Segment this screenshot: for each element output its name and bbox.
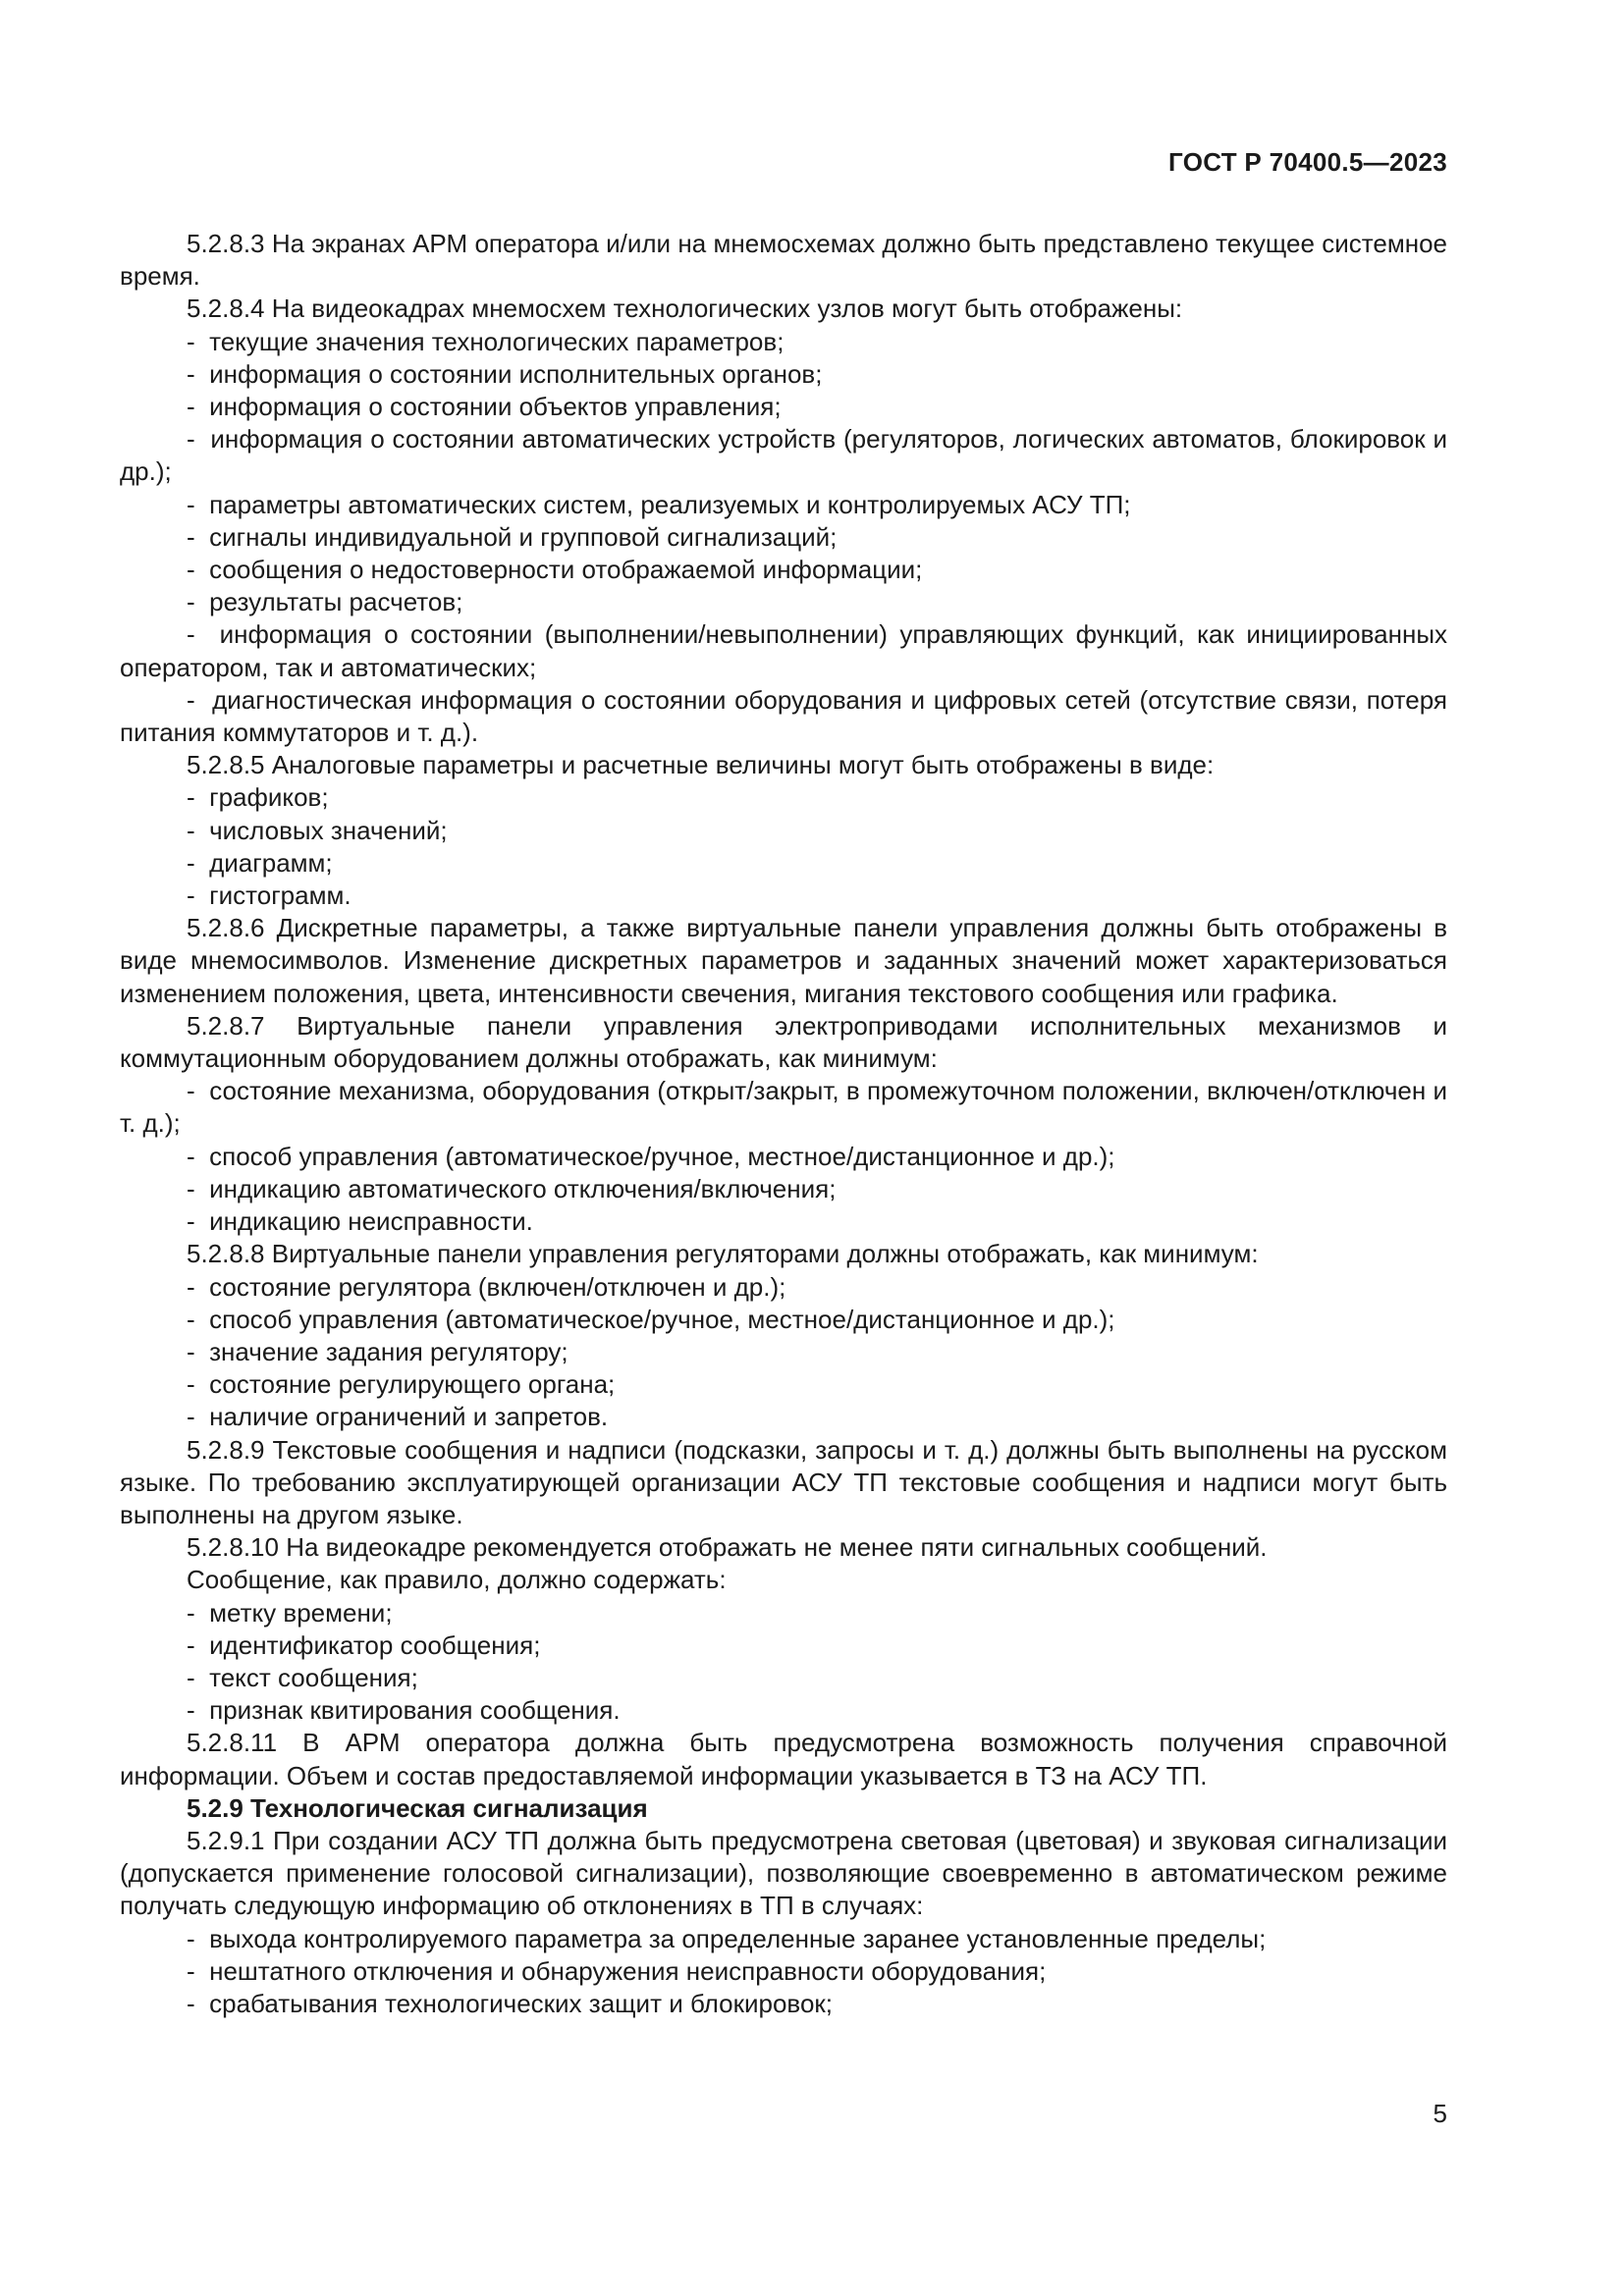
list-item: - графиков; [120, 781, 1447, 814]
list-item: - способ управления (автоматическое/ручное, местное/дистанционное и др.); [120, 1304, 1447, 1336]
list-item: - текущие значения технологических параметров; [120, 326, 1447, 358]
list-item: - нештатного отключения и обнаружения неисправности оборудования; [120, 1955, 1447, 1988]
paragraph-5-2-8-6: 5.2.8.6 Дискретные параметры, а также виртуальные панели управления должны быть отображены в виде мнемосимволов. Изменение дискретных параметров и заданных значений может характеризоваться изменением положения, цвета, интенсивности свечения, мигания текстового сообщения или графика. [120, 913, 1447, 1008]
list-item: - индикацию автоматического отключения/включения; [120, 1173, 1447, 1205]
list-item: - способ управления (автоматическое/ручное, местное/дистанционное и др.); [120, 1141, 1447, 1173]
paragraph-5-2-9-1: 5.2.9.1 При создании АСУ ТП должна быть предусмотрена световая (цветовая) и звуковая сигнализации (допускается применение голосовой сигнализации), позволяющие своевременно в автоматическом режиме получать следующую информацию об отклонениях в ТП в случаях: [120, 1825, 1447, 1921]
list-item: - информация о состоянии (выполнении/невыполнении) управляющих функций, как инициированных оператором, так и автоматических; [120, 618, 1447, 683]
list-item: - индикацию неисправности. [120, 1205, 1447, 1238]
paragraph-5-2-8-9: 5.2.8.9 Текстовые сообщения и надписи (подсказки, запросы и т. д.) должны быть выполнены на русском языке. По требованию эксплуатирующей организации АСУ ТП текстовые сообщения и надписи могут быть выполнены на другом языке. [120, 1434, 1447, 1529]
paragraph-message-contents: Сообщение, как правило, должно содержать: [187, 1565, 727, 1595]
page-number: 5 [1433, 2099, 1447, 2128]
list-item: - состояние регулятора (включен/отключен и др.); [120, 1271, 1447, 1304]
paragraph-5-2-8-3: 5.2.8.3 На экранах АРМ оператора и/или на мнемосхемах должно быть представлено текущее системное время. [120, 229, 1447, 292]
list-item: - информация о состоянии автоматических устройств (регуляторов, логических автоматов, блокировок и др.); [120, 423, 1447, 488]
list-item: - идентификатор сообщения; [120, 1629, 1447, 1662]
list-item: - состояние механизма, оборудования (открыт/закрыт, в промежуточном положении, включен/отключен и т. д.); [120, 1075, 1447, 1140]
list-item: - информация о состоянии объектов управления; [120, 391, 1447, 423]
paragraph-5-2-8-4: 5.2.8.4 На видеокадрах мнемосхем технологических узлов могут быть отображены: [187, 294, 1183, 324]
list-item: - признак квитирования сообщения. [120, 1694, 1447, 1727]
list-item: - значение задания регулятору; [120, 1336, 1447, 1368]
section-heading-5-2-9: 5.2.9 Технологическая сигнализация [187, 1792, 648, 1823]
list-item: - сигналы индивидуальной и групповой сигнализаций; [120, 521, 1447, 554]
list-item: - результаты расчетов; [120, 586, 1447, 618]
list-item: - диаграмм; [120, 847, 1447, 880]
list-item: - числовых значений; [120, 815, 1447, 847]
list-item: - срабатывания технологических защит и блокировок; [120, 1988, 1447, 2020]
list-item: - гистограмм. [120, 880, 1447, 912]
list-item: - сообщения о недостоверности отображаемой информации; [120, 554, 1447, 586]
list-item: - информация о состоянии исполнительных органов; [120, 358, 1447, 391]
list-item: - текст сообщения; [120, 1662, 1447, 1694]
paragraph-5-2-8-5: 5.2.8.5 Аналоговые параметры и расчетные величины могут быть отображены в виде: [187, 750, 1215, 780]
document-body [120, 228, 1447, 2020]
paragraph-5-2-8-7: 5.2.8.7 Виртуальные панели управления электроприводами исполнительных механизмов и коммутационным оборудованием должны отображать, как минимум: [120, 1010, 1447, 1074]
list-item: - состояние регулирующего органа; [120, 1368, 1447, 1401]
list-item: - метку времени; [120, 1597, 1447, 1629]
document-code-header: ГОСТ Р 70400.5—2023 [1168, 147, 1447, 177]
list-item: - наличие ограничений и запретов. [120, 1401, 1447, 1433]
list-item: - диагностическая информация о состоянии оборудования и цифровых сетей (отсутствие связи, потеря питания коммутаторов и т. д.). [120, 684, 1447, 749]
paragraph-5-2-8-11: 5.2.8.11 В АРМ оператора должна быть предусмотрена возможность получения справочной информации. Объем и состав предоставляемой информации указывается в ТЗ на АСУ ТП. [120, 1728, 1447, 1790]
list-item: - параметры автоматических систем, реализуемых и контролируемых АСУ ТП; [120, 489, 1447, 521]
paragraph-5-2-8-8: 5.2.8.8 Виртуальные панели управления регуляторами должны отображать, как минимум: [187, 1239, 1259, 1269]
paragraph-5-2-8-10: 5.2.8.10 На видеокадре рекомендуется отображать не менее пяти сигнальных сообщений. [187, 1532, 1268, 1563]
list-item: - выхода контролируемого параметра за определенные заранее установленные пределы; [120, 1923, 1447, 1955]
